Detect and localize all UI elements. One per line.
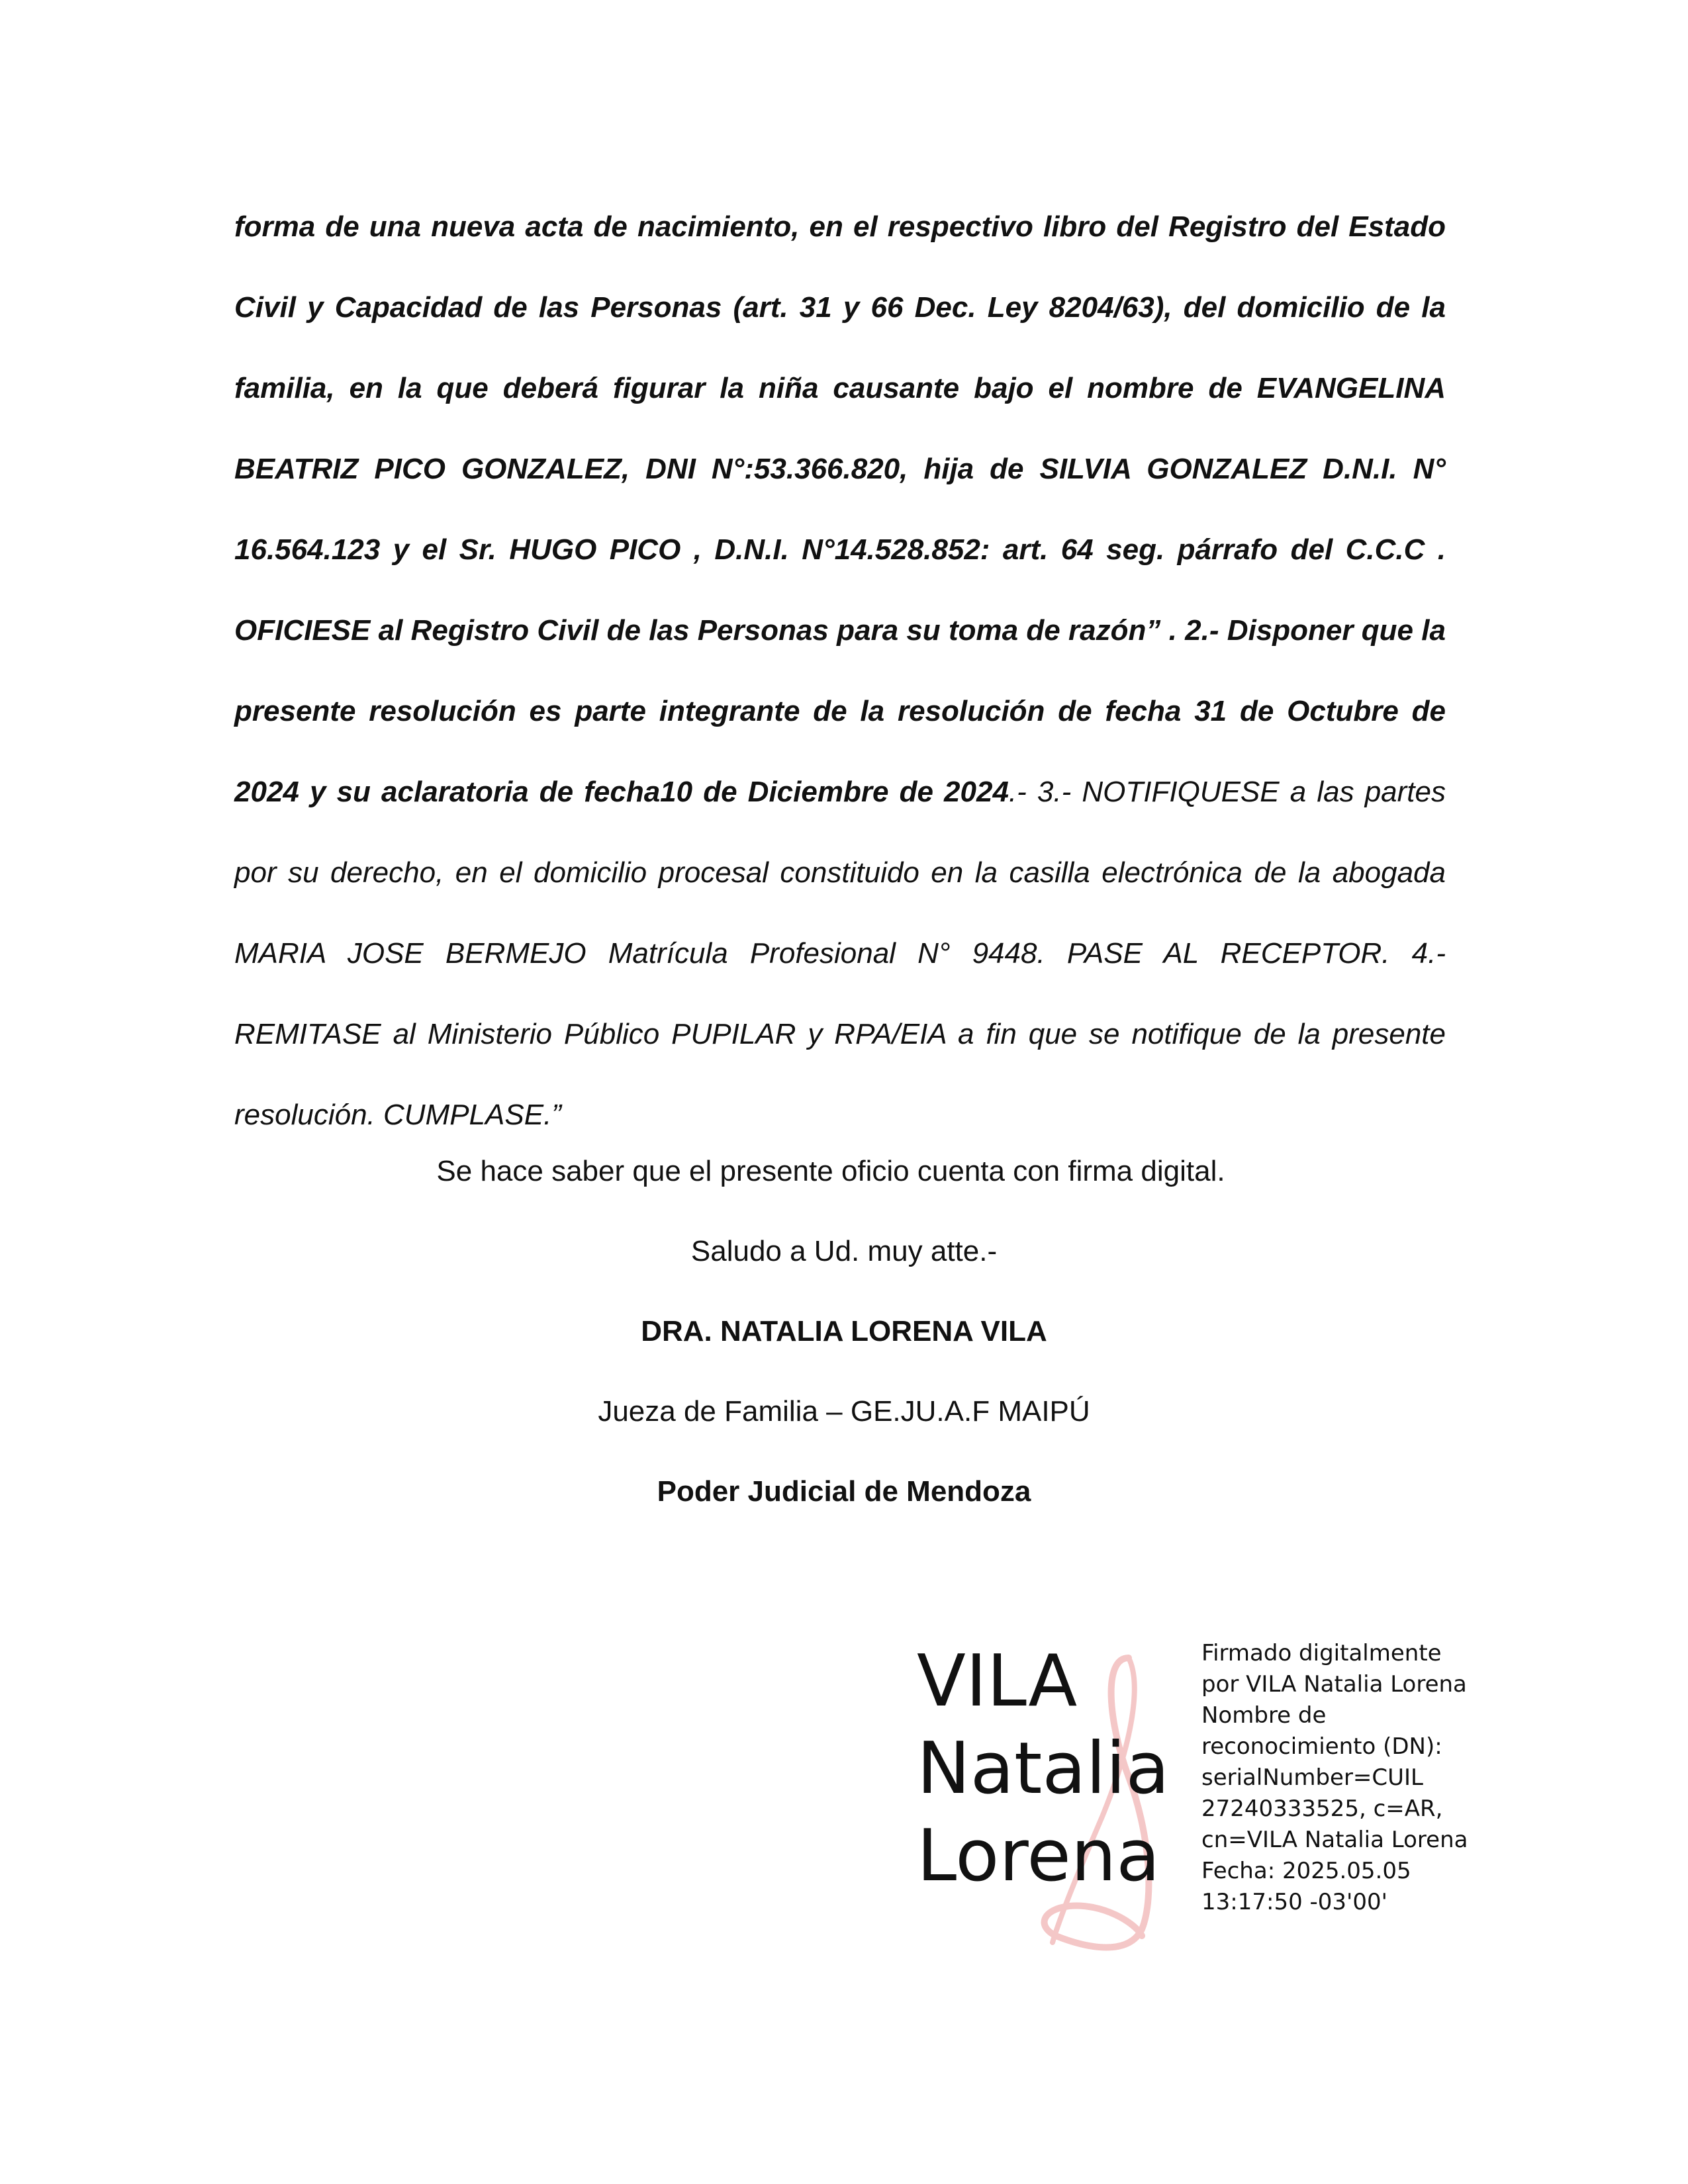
signature-name-line: Lorena (917, 1815, 1160, 1897)
signer-name: DRA. NATALIA LORENA VILA (641, 1315, 1047, 1347)
resolution-normal-text: .- 3.- NOTIFIQUESE a las partes por su derecho, en el domicilio procesal constituido en la casilla electrónica de la abogada MARIA JOSE BERMEJO Matrícula Profesional N° 9448. PASE AL RECEPTOR. 4.- REMITASE al Ministerio Público PUPILAR y RPA/EIA a fin que se notifique de la presente resolución. CUMPLASE.” (234, 776, 1446, 1131)
signature-detail-line: Nombre de (1201, 1702, 1327, 1729)
resolution-bold-text: forma de una nueva acta de nacimiento, en el respectivo libro del Registro del Estado Civil y Capacidad de las Personas (art. 31 y 66 Dec. Ley 8204/63), del domicilio de la familia, en la que deberá figurar la niña causante bajo el nombre de EVANGELINA BEATRIZ PICO GONZALEZ, DNI N°:53.366.820, hija de SILVIA GONZALEZ D.N.I. N° 16.564.123 y el Sr. HUGO PICO , D.N.I. N°14.528.852: art. 64 seg. párrafo del C.C.C . OFICIESE al Registro Civil de las Personas para su toma de razón” . 2.- Disponer que la presente resolución es parte integrante de la resolución de fecha 31 de Octubre de 2024 y su aclaratoria de fecha10 de Diciembre de 2024 (234, 210, 1446, 808)
institution-name: Poder Judicial de Mendoza (657, 1475, 1031, 1508)
resolution-body-text (234, 187, 1446, 1156)
signature-detail-line: cn=VILA Natalia Lorena (1201, 1827, 1468, 1853)
signature-detail-line: Fecha: 2025.05.05 (1201, 1858, 1411, 1884)
greeting: Saludo a Ud. muy atte.- (690, 1235, 998, 1267)
digital-signature-stamp (917, 1638, 1486, 1949)
signature-detail-line: 13:17:50 -03'00' (1201, 1889, 1387, 1915)
signer-role: Jueza de Familia – GE.JU.A.F MAIPÚ (598, 1395, 1090, 1428)
signature-detail-line: por VILA Natalia Lorena (1201, 1671, 1467, 1698)
signature-detail-line: serialNumber=CUIL (1201, 1764, 1424, 1791)
signature-detail-line: Firmado digitalmente (1201, 1640, 1442, 1666)
signature-detail-line: reconocimiento (DN): (1201, 1733, 1442, 1760)
signature-name-line: Natalia (917, 1727, 1170, 1810)
signature-name (917, 1638, 1170, 1900)
signature-detail-line: 27240333525, c=AR, (1201, 1796, 1443, 1822)
digital-signature-notice: Se hace saber que el presente oficio cuenta con firma digital. (436, 1155, 1225, 1187)
signature-name-line: VILA (917, 1640, 1078, 1723)
signature-details (1201, 1638, 1493, 1918)
